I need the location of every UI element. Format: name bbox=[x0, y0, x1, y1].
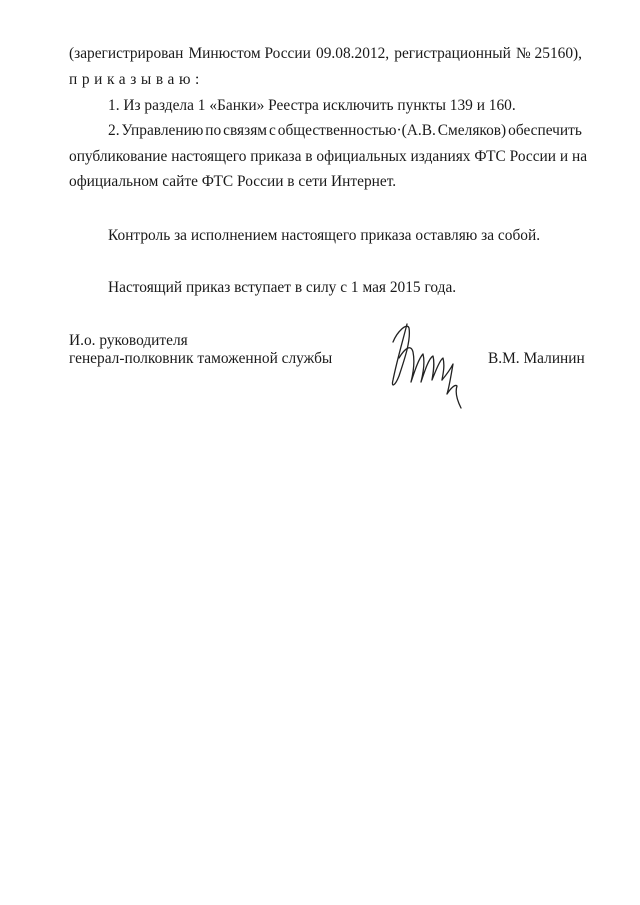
text-fragment: 2. bbox=[108, 122, 120, 139]
text-fragment: связям bbox=[223, 122, 268, 139]
text-fragment: Минюстом России bbox=[188, 45, 311, 62]
text-fragment: регистрационный bbox=[394, 45, 511, 62]
text-fragment: № 25160), bbox=[516, 45, 582, 62]
effective-date-paragraph: Настоящий приказ вступает в силу с 1 мая 2015 года. bbox=[108, 279, 457, 296]
handwritten-signature bbox=[385, 318, 471, 410]
intro-line bbox=[69, 44, 582, 64]
text-fragment: по bbox=[205, 122, 222, 139]
control-paragraph: Контроль за исполнением настоящего приказа оставляю за собой. bbox=[108, 227, 541, 244]
text-fragment: с bbox=[268, 122, 276, 139]
item-2-line-3: официальном сайте ФТС России в сети Интернет. bbox=[69, 173, 397, 190]
signatory-position-line-1: И.о. руководителя bbox=[69, 332, 188, 349]
text-fragment: обеспечить bbox=[508, 122, 582, 139]
text-fragment: Управлению bbox=[121, 122, 204, 139]
order-keyword: приказываю: bbox=[69, 71, 204, 88]
signatory-position-line-2: генерал-полковник таможенной службы bbox=[69, 350, 333, 367]
item-2-line-1 bbox=[108, 121, 582, 141]
text-fragment: 09.08.2012, bbox=[316, 45, 390, 62]
text-fragment: общественностью·(А.В. bbox=[277, 122, 436, 139]
signatory-name: В.М. Малинин bbox=[488, 350, 585, 367]
item-1: 1. Из раздела 1 «Банки» Реестра исключить пункты 139 и 160. bbox=[108, 97, 516, 114]
item-2-line-2: опубликование настоящего приказа в официальных изданиях ФТС России и на bbox=[69, 148, 588, 165]
text-fragment: (зарегистрирован bbox=[69, 45, 184, 62]
text-fragment: Смеляков) bbox=[437, 122, 507, 139]
